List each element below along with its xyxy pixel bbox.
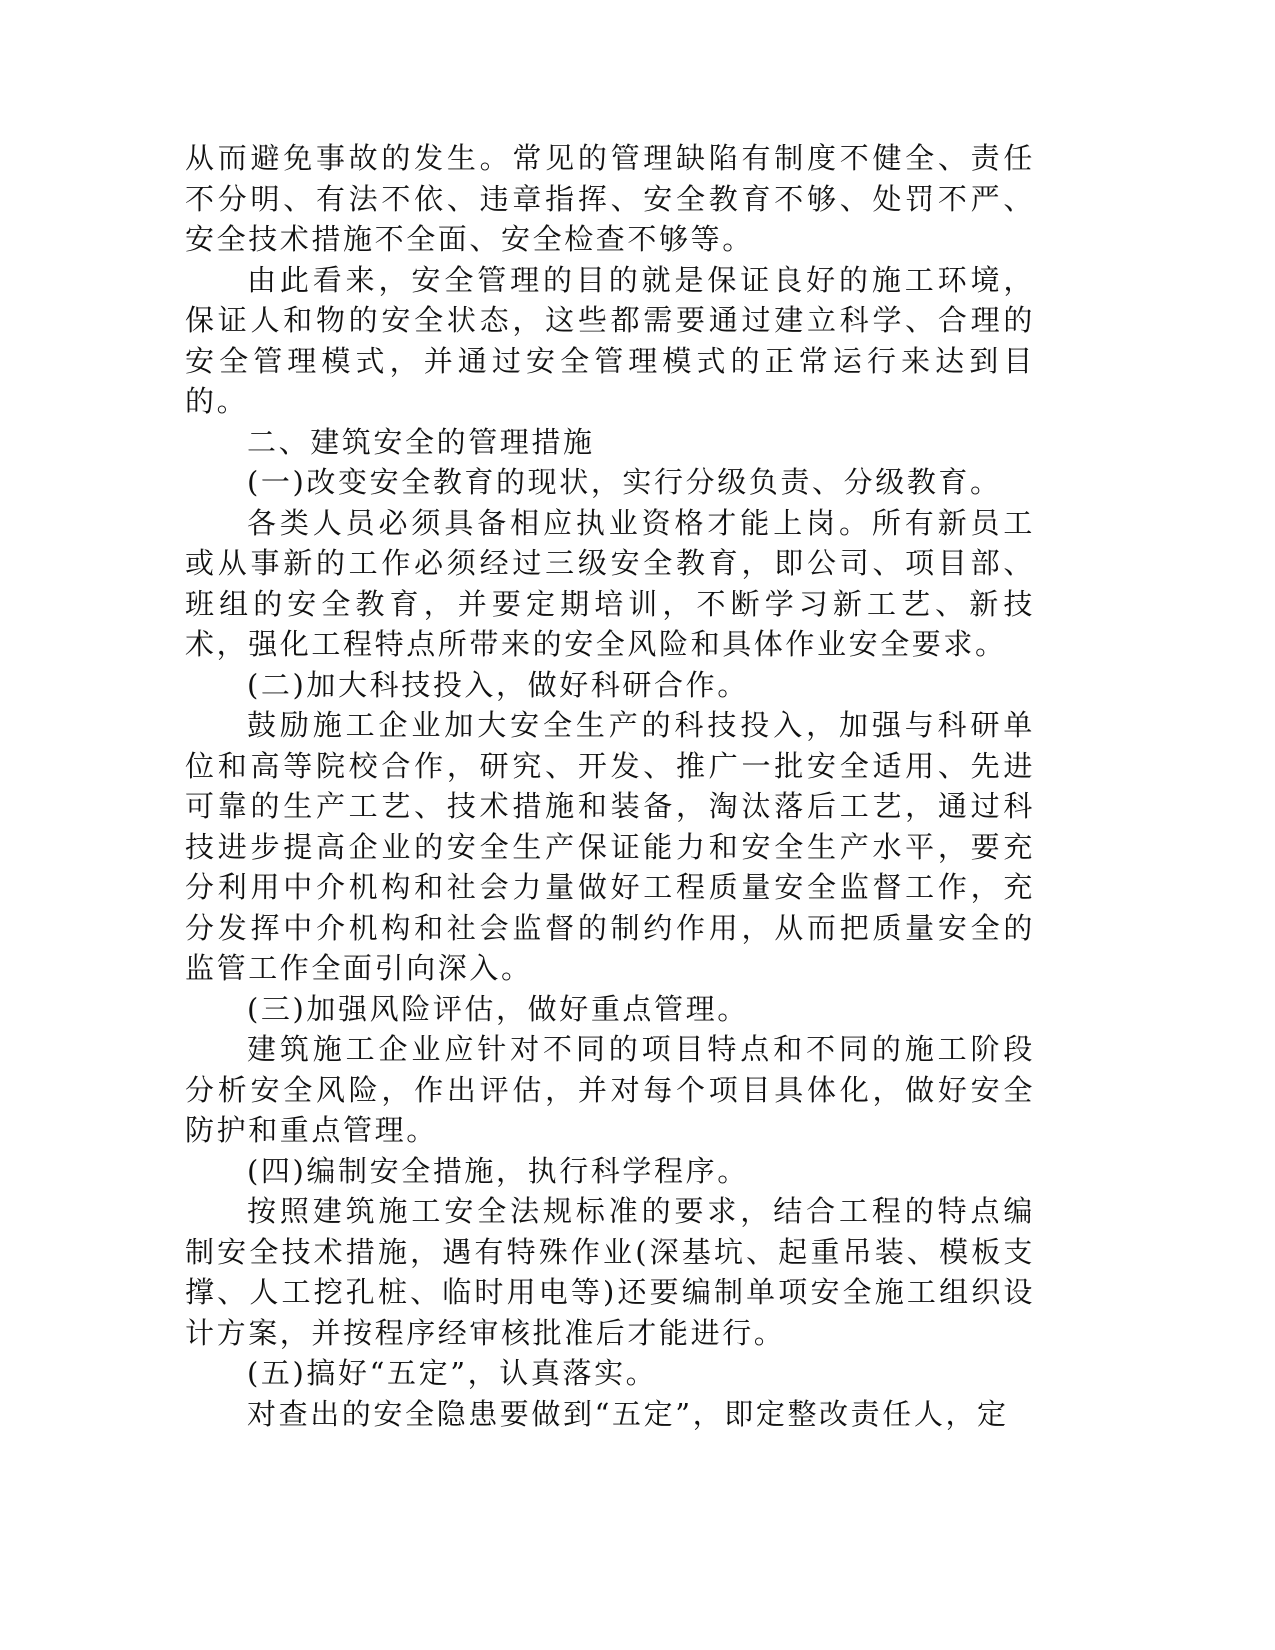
subsection-heading: (五)搞好“五定”，认真落实。 [247,1356,658,1390]
body-paragraph: 由此看来，安全管理的目的就是保证良好的施工环境，保证人和物的安全状态，这些都需要通过建立科学、合理的安全管理模式，并通过安全管理模式的正常运行来达到目的。 [185,262,1035,418]
subsection-heading: (二)加大科技投入，做好科研合作。 [247,667,749,702]
body-paragraph: 鼓励施工企业加大安全生产的科技投入，加强与科研单位和高等院校合作，研究、开发、推广一批安全适用、先进可靠的生产工艺、技术措施和装备，淘汰落后工艺，通过科技进步提高企业的安全生产保证能力和安全生产水平，要充分利用中介机构和社会力量做好工程质量安全监督工作，充分发挥中介机构和社会监督的制约作用，从而把质量安全的监管工作全面引向深入。 [185,708,1035,985]
document-page [185,138,1035,1434]
body-paragraph: 对查出的安全隐患要做到“五定”，即定整改责任人，定 [247,1396,1009,1431]
subsection-heading: (三)加强风险评估，做好重点管理。 [247,991,749,1026]
subsection-heading: (四)编制安全措施，执行科学程序。 [247,1153,749,1188]
subsection-heading: (一)改变安全教育的现状，实行分级负责、分级教育。 [247,465,1002,499]
body-paragraph: 按照建筑施工安全法规标准的要求，结合工程的特点编制安全技术措施，遇有特殊作业(深基坑、起重吊装、模板支撑、人工挖孔桩、临时用电等)还要编制单项安全施工组织设计方案，并按程序经审核批准后才能进行。 [185,1194,1035,1350]
body-paragraph: 建筑施工企业应针对不同的项目特点和不同的施工阶段分析安全风险，作出评估，并对每个项目具体化，做好安全防护和重点管理。 [185,1032,1035,1147]
body-paragraph: 从而避免事故的发生。常见的管理缺陷有制度不健全、责任不分明、有法不依、违章指挥、安全教育不够、处罚不严、安全技术措施不全面、安全检查不够等。 [185,141,1035,256]
section-heading: 二、建筑安全的管理措施 [247,424,595,459]
body-paragraph: 各类人员必须具备相应执业资格才能上岗。所有新员工或从事新的工作必须经过三级安全教育，即公司、项目部、班组的安全教育，并要定期培训，不断学习新工艺、新技术，强化工程特点所带来的安全风险和具体作业安全要求。 [185,505,1035,661]
